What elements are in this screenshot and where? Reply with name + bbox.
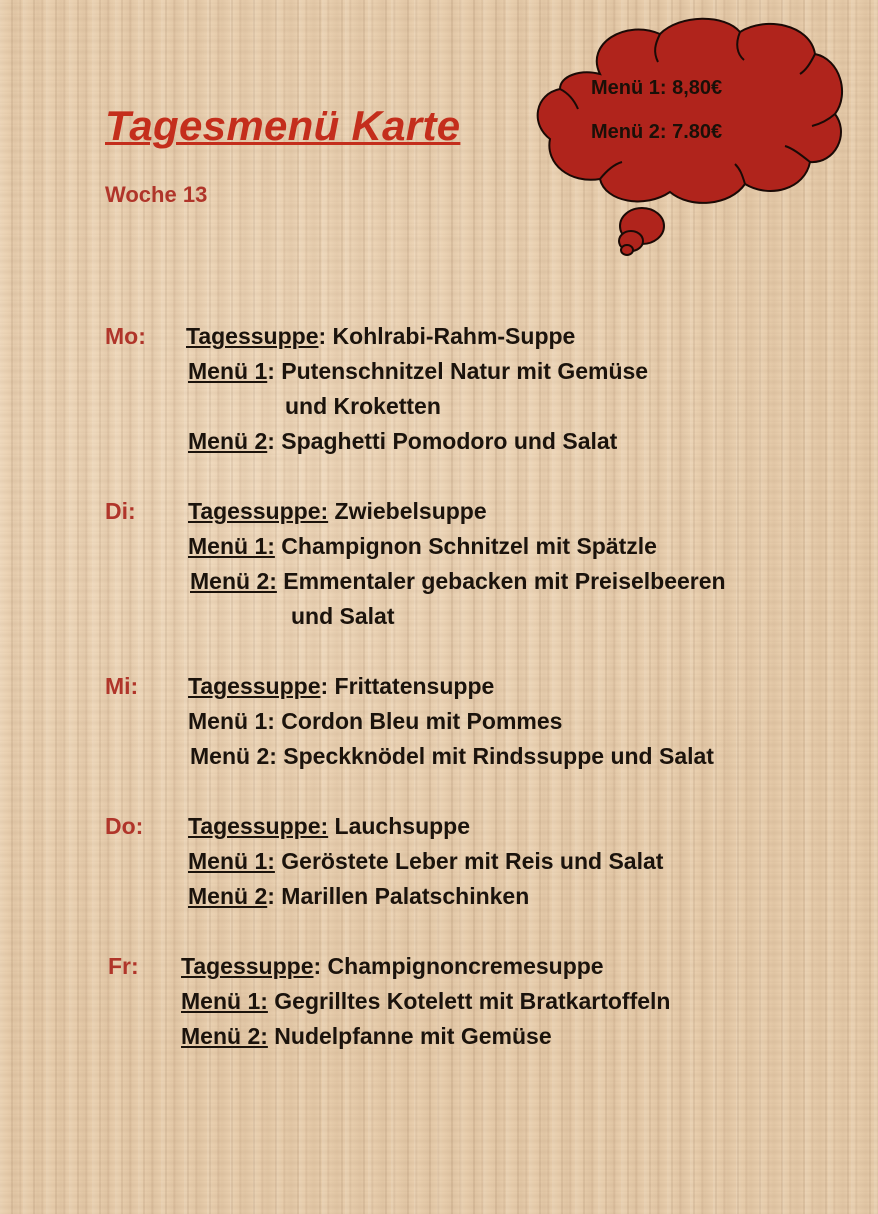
di-soup	[188, 498, 487, 525]
di-menu1	[188, 533, 657, 560]
do-soup	[188, 813, 470, 840]
menu2-text: Emmentaler gebacken mit Preiselbeeren	[276, 568, 726, 594]
soup-label: Tagessuppe	[188, 673, 321, 699]
do-menu2	[188, 883, 529, 910]
day-label-mi: Mi:	[105, 673, 139, 699]
menu1-text: Champignon Schnitzel mit Spätzle	[274, 533, 657, 559]
mo-menu1-cont: und Kroketten	[285, 393, 441, 419]
menu2-text: : Marillen Palatschinken	[267, 883, 530, 909]
menu1-label: Menü 1	[188, 358, 268, 384]
do-menu1	[188, 848, 663, 875]
menu2-text: : Spaghetti Pomodoro und Salat	[267, 428, 618, 454]
soup-label: Tagessuppe:	[188, 813, 329, 839]
soup-text: : Kohlrabi-Rahm-Suppe	[318, 323, 576, 349]
day-label-fr: Fr:	[108, 953, 139, 979]
fr-soup	[181, 953, 604, 980]
day-label-do: Do:	[105, 813, 144, 839]
soup-text: Zwiebelsuppe	[328, 498, 487, 524]
menu1-label: Menü 1:	[188, 848, 275, 874]
mo-menu1	[188, 358, 648, 385]
soup-text: : Frittatensuppe	[320, 673, 495, 699]
di-menu2-cont: und Salat	[291, 603, 395, 629]
menu2-text: Nudelpfanne mit Gemüse	[267, 1023, 552, 1049]
menu1-price: Menü 1: 8,80€	[591, 77, 723, 99]
soup-text: : Champignoncremesuppe	[313, 953, 604, 979]
mi-soup	[188, 673, 494, 700]
menu1-text: Geröstete Leber mit Reis und Salat	[274, 848, 664, 874]
menu1-text: : Putenschnitzel Natur mit Gemüse	[267, 358, 649, 384]
soup-text: Lauchsuppe	[328, 813, 471, 839]
mo-soup	[186, 323, 575, 350]
soup-label: Tagessuppe	[181, 953, 314, 979]
mo-menu2	[188, 428, 617, 455]
soup-label: Tagessuppe:	[188, 498, 329, 524]
soup-label: Tagessuppe	[186, 323, 319, 349]
week-label: Woche 13	[105, 182, 208, 207]
menu1-text: Gegrilltes Kotelett mit Bratkartoffeln	[267, 988, 671, 1014]
mi-menu1: Menü 1: Cordon Bleu mit Pommes	[188, 708, 563, 734]
di-menu2	[190, 568, 726, 595]
day-label-mo: Mo:	[105, 323, 146, 349]
menu1-label: Menü 1:	[188, 533, 275, 559]
menu2-label: Menü 2	[188, 428, 268, 454]
menu2-price: Menü 2: 7.80€	[591, 121, 723, 143]
fr-menu2	[181, 1023, 552, 1050]
menu1-label: Menü 1:	[181, 988, 268, 1014]
page-title: Tagesmenü Karte	[105, 102, 461, 149]
menu2-label: Menü 2	[188, 883, 268, 909]
fr-menu1	[181, 988, 670, 1015]
mi-menu2: Menü 2: Speckknödel mit Rindssuppe und Salat	[190, 743, 714, 769]
day-label-di: Di:	[105, 498, 136, 524]
menu2-label: Menü 2:	[181, 1023, 268, 1049]
menu2-label: Menü 2:	[190, 568, 277, 594]
